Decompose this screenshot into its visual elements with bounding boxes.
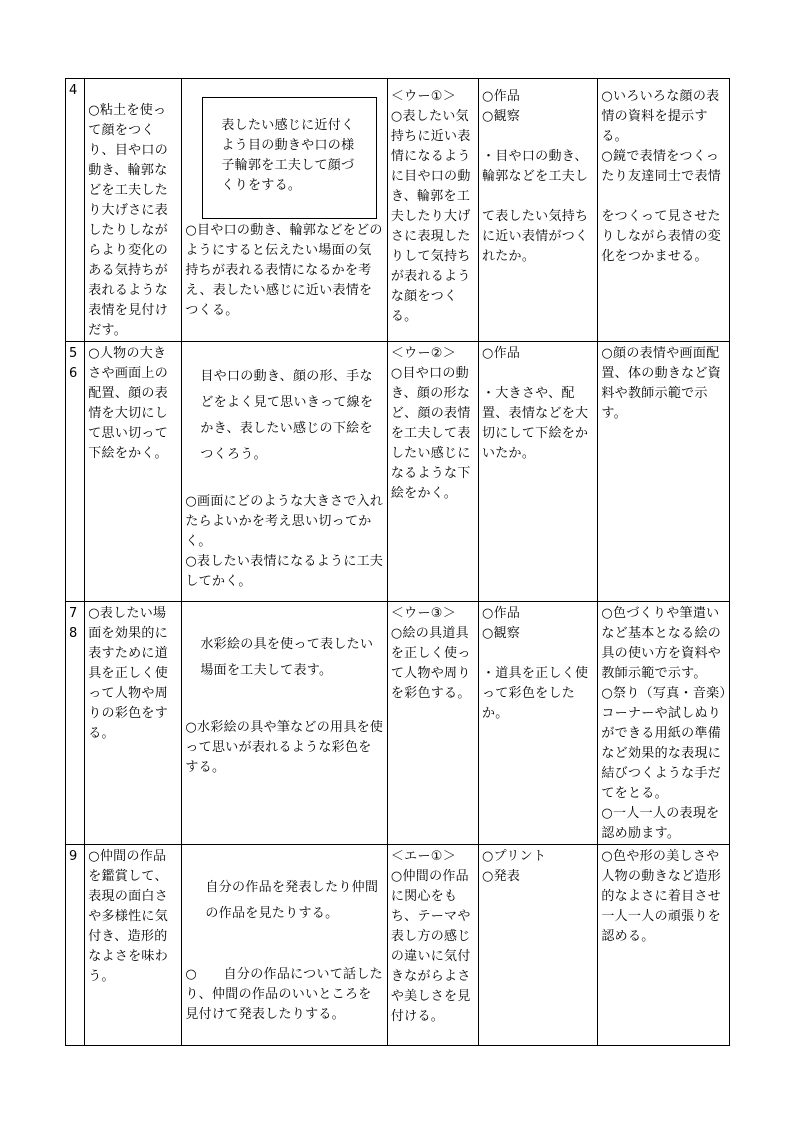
learning-activity: ○人物の大きさや画面上の配置、顔の表情を大切にして思い切って下絵をかく。 bbox=[88, 346, 169, 461]
evaluation-method: ○プリント ○発表 bbox=[481, 849, 547, 884]
lesson-goal: 表したい感じに近付くよう目の動きや口の様子輪郭を工夫して顔づくりをする。 bbox=[221, 118, 355, 193]
teacher-guidance: ○色や形の美しさや人物の動きなど造形的なよさに着目させ一人一人の頑張りを認める。 bbox=[601, 849, 722, 944]
evaluation-method: ○作品 ・大きさや、配置、表情などを大切にして下絵をかいたか。 bbox=[481, 346, 589, 461]
table-row bbox=[66, 602, 730, 845]
guidance-cell bbox=[598, 602, 730, 845]
evaluation-criteria: ＜ウー③＞ ○絵の具道具を正しく使って人物や周りを彩色する。 bbox=[390, 606, 471, 701]
support-note: ○水彩絵の具や筆などの用具を使って思いが表れるような彩色をする。 bbox=[185, 720, 384, 775]
learning-activity-cell bbox=[85, 342, 182, 602]
evaluation-method-cell bbox=[478, 845, 597, 1046]
guidance-cell bbox=[598, 845, 730, 1046]
teacher-guidance: ○いろいろな顔の表情の資料を提示する。 ○鏡で表情をつくったり友達同士で表情 をつくって見させたりしながら表情の変化をつかませる。 bbox=[601, 89, 722, 264]
goal-support-cell bbox=[182, 602, 387, 845]
support-note: ○画面にどのような大きさで入れたらよいかを考え思い切ってかく。 ○表したい表情になるように工夫してかく。 bbox=[185, 494, 384, 589]
table-row bbox=[66, 342, 730, 602]
goal-support-cell bbox=[182, 79, 387, 342]
lesson-goal: 水彩絵の具を使って表したい場面を工夫して表す。 bbox=[200, 637, 374, 678]
evaluation-method-cell bbox=[478, 79, 597, 342]
evaluation-criteria: ＜エー①＞ ○仲間の作品に関心をもち、テーマや表し方の感じの違いに気付きながらよさや美しさを見付ける。 bbox=[390, 849, 471, 1024]
learning-activity: ○仲間の作品を鑑賞して、表現の面白さや多様性に気付き、造形的なよさを味わう。 bbox=[88, 849, 169, 984]
evaluation-criteria: ＜ウー②＞ ○目や口の動き、顔の形など、顔の表情を工夫して表したい感じになるような下絵をかく。 bbox=[390, 346, 471, 501]
criteria-cell bbox=[387, 342, 478, 602]
lesson-number: 5 6 bbox=[66, 342, 85, 602]
learning-activity: ○表したい場面を効果的に表すために道具を正しく使って人物や周りの彩色をする。 bbox=[88, 606, 169, 741]
support-note: ○目や口の動き、輪郭などをどのようにすると伝えたい場面の気持ちが表れる表情になるかを考え、表したい感じに近い表情をつくる。 bbox=[185, 223, 383, 318]
criteria-cell bbox=[387, 845, 478, 1046]
criteria-cell bbox=[387, 79, 478, 342]
evaluation-method-cell bbox=[478, 602, 597, 845]
support-note: ○ 自分の作品について話したり、仲間の作品のいいところを見付けて発表したりする。 bbox=[185, 967, 383, 1022]
lesson-number: 9 bbox=[66, 845, 85, 1046]
guidance-cell bbox=[598, 342, 730, 602]
evaluation-method-cell bbox=[478, 342, 597, 602]
table-row bbox=[66, 79, 730, 342]
lesson-goal: 自分の作品を発表したり仲間の作品を見たりする。 bbox=[205, 880, 379, 921]
teacher-guidance: ○色づくりや筆遣いなど基本となる絵の具の使い方を資料や教師示範で示す。 ○祭り（写真・音楽）コーナーや試しぬりができる用紙の準備など効果的な表現に結びつくような手だてをとる。 ○一人一人の表現を認め励ます。 bbox=[601, 606, 727, 841]
teacher-guidance: ○顔の表情や画面配置、体の動きなど資料や教師示範で示す。 bbox=[601, 346, 722, 421]
learning-activity-cell bbox=[85, 602, 182, 845]
lesson-goal: 目や口の動き、顔の形、手などをよく見て思いきって線をかき、表したい感じの下絵をつくろう。 bbox=[200, 369, 374, 462]
evaluation-method: ○作品 ○観察 ・目や口の動き、輪郭などを工夫し て表したい気持ちに近い表情がつくれたか。 bbox=[481, 89, 589, 264]
learning-activity: ○粘土を使って顔をつくり、目や口の動き、輪郭などを工夫したり大げさに表したりしながらより変化のある気持ちが表れるような表情を見付けだす。 bbox=[88, 103, 169, 338]
goal-support-cell bbox=[182, 342, 387, 602]
goal-support-cell bbox=[182, 845, 387, 1046]
lesson-number: 4 bbox=[66, 79, 85, 342]
evaluation-criteria: ＜ウー①＞ ○表したい気持ちに近い表情になるように目や口の動き、輪郭を工夫したり大げさに表現したりして気持ちが表れるような顔をつくる。 bbox=[390, 89, 471, 324]
guidance-cell bbox=[598, 79, 730, 342]
evaluation-method: ○作品 ○観察 ・道具を正しく使って彩色をしたか。 bbox=[481, 606, 589, 721]
table-row bbox=[66, 845, 730, 1046]
lesson-goal-box bbox=[202, 97, 376, 219]
lesson-number: 7 8 bbox=[66, 602, 85, 845]
criteria-cell bbox=[387, 602, 478, 845]
lesson-plan-table bbox=[65, 78, 730, 1046]
learning-activity-cell bbox=[85, 845, 182, 1046]
learning-activity-cell bbox=[85, 79, 182, 342]
